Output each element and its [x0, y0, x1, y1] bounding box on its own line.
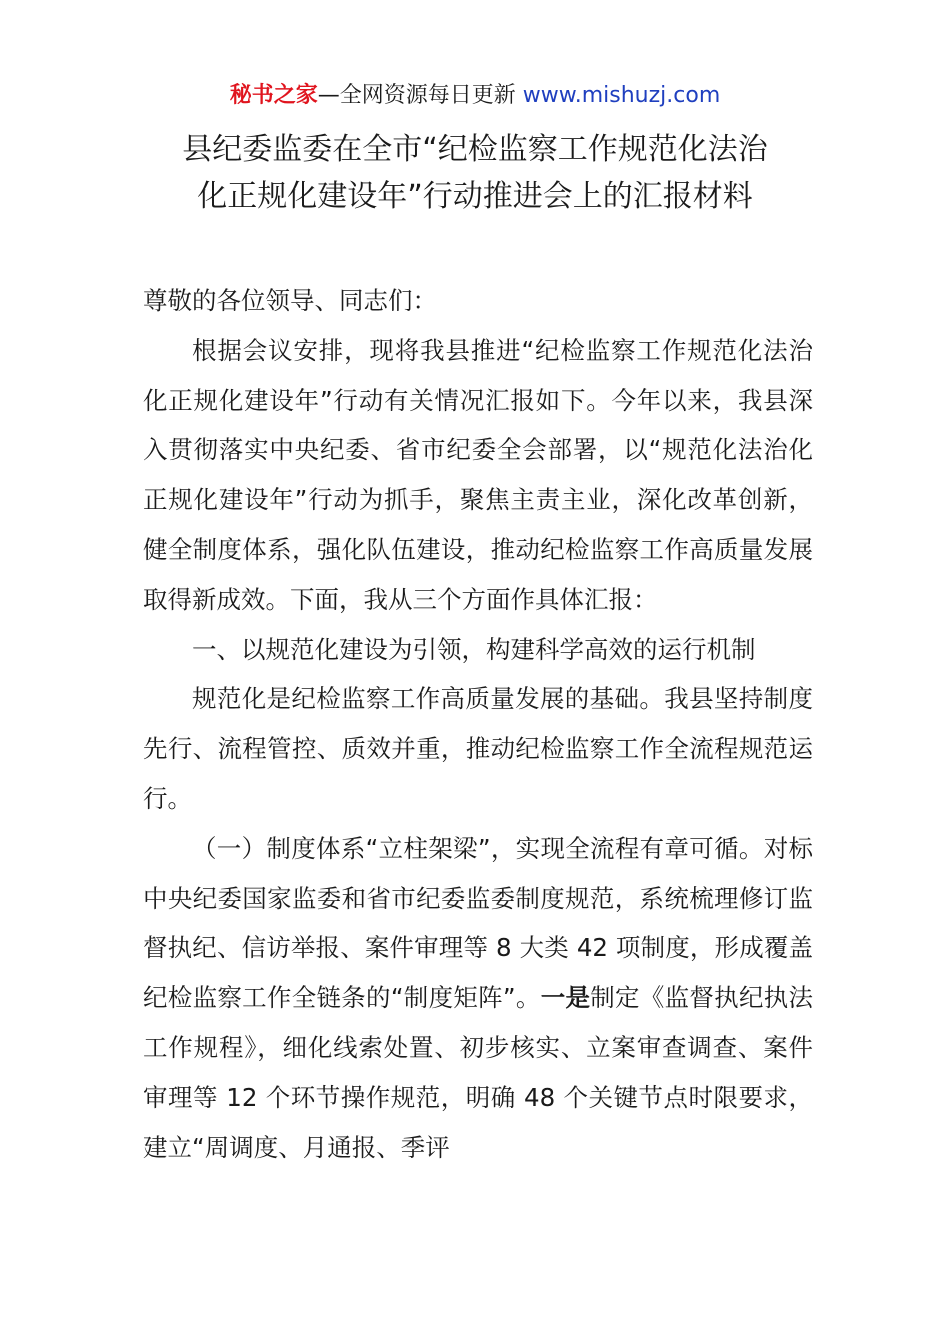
header-tagline: —全网资源每日更新: [317, 83, 523, 108]
subsection-1-text-a: （一）制度体系“立柱架梁”，实现全流程有章可循。对标中央纪委国家监委和省市纪委监委制度规范，系统梳理修订监督执纪、信访举报、案件审理等 8 大类 42 项制度，形成覆盖纪检监察工作全链条的“制度矩阵”。: [143, 833, 813, 1013]
site-url-link[interactable]: www.mishuzj.com: [522, 83, 721, 108]
subsection-1-bold-marker: 一是: [540, 983, 591, 1013]
title-line-2: 化正规化建设年”行动推进会上的汇报材料: [197, 179, 753, 214]
brand-name: 秘书之家: [229, 83, 318, 108]
intro-paragraph: 根据会议安排，现将我县推进“纪检监察工作规范化法治化正规化建设年”行动有关情况汇报如下。今年以来，我县深入贯彻落实中央纪委、省市纪委全会部署，以“规范化法治化正规化建设年”行动为抓手，聚焦主责主业，深化改革创新，健全制度体系，强化队伍建设，推动纪检监察工作高质量发展取得新成效。下面，我从三个方面作具体汇报：: [143, 335, 813, 614]
section-1-paragraph: 规范化是纪检监察工作高质量发展的基础。我县坚持制度先行、流程管控、质效并重，推动纪检监察工作全流程规范运行。: [143, 684, 813, 813]
site-header: [0, 80, 950, 112]
document-title: [0, 126, 950, 220]
subsection-1-paragraph: [143, 824, 813, 1173]
title-line-1: 县纪委监委在全市“纪检监察工作规范化法治: [182, 132, 768, 167]
section-1-heading: 一、以规范化建设为引领，构建科学高效的运行机制: [192, 634, 756, 664]
salutation: 尊敬的各位领导、同志们：: [143, 286, 437, 315]
document-body: [143, 276, 813, 1172]
subsection-1-text-b: 制定《监督执纪执法工作规程》，细化线索处置、初步核实、立案审查调查、案件审理等 12 个环节操作规范，明确 48 个关键节点时限要求，建立“周调度、月通报、季评: [143, 983, 814, 1162]
